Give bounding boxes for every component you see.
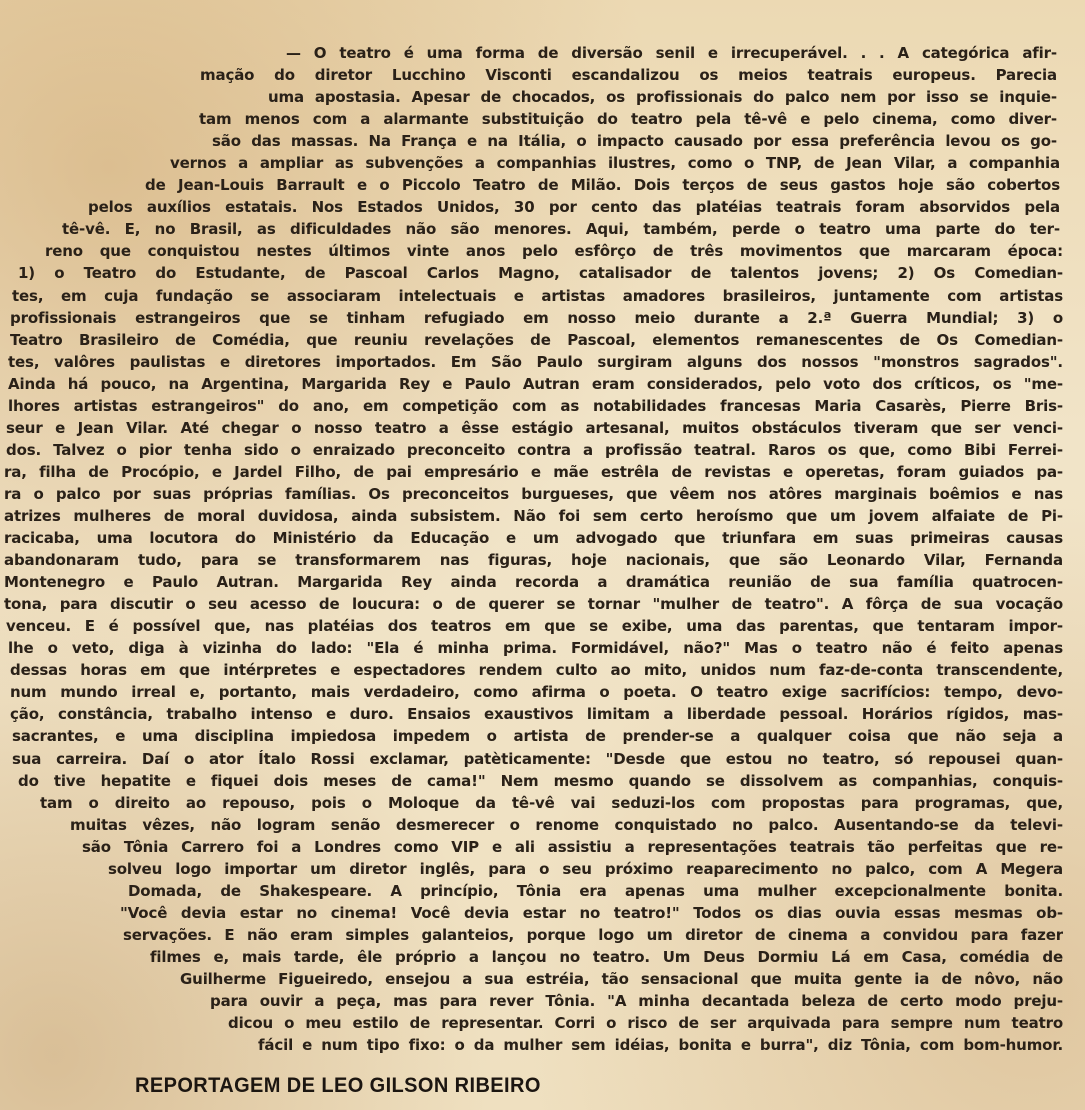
article-line: lhe o veto, diga à vizinha do lado: "Ela é minha prima. Formidável, não?" Mas o teatro não é feito apenas	[8, 639, 1063, 658]
article-line: tona, para discutir o seu acesso de loucura: o de querer se tornar "mulher de teatro". A fôrça de sua vocação	[4, 595, 1063, 614]
article-line: profissionais estrangeiros que se tinham refugiado em nosso meio durante a 2.ª Guerra Mundial; 3) o	[10, 308, 1063, 327]
article-line: Teatro Brasileiro de Comédia, que reuniu revelações de Pascoal, elementos remanescentes de Os Comedian-	[10, 330, 1063, 349]
byline: REPORTAGEM DE LEO GILSON RIBEIRO	[135, 1074, 541, 1098]
article-line: dos. Talvez o pior tenha sido o enraizado preconceito contra a profissão teatral. Raros os que, como Bibi Ferrei-	[6, 440, 1063, 459]
article-line: solveu logo importar um diretor inglês, para o seu próximo reaparecimento no palco, com A Megera	[108, 859, 1063, 878]
article-line: abandonaram tudo, para se transformarem nas figuras, hoje nacionais, que são Leonardo Vilar, Fernanda	[4, 551, 1063, 570]
article-line: vernos a ampliar as subvenções a companhias ilustres, como o TNP, de Jean Vilar, a companhia	[170, 154, 1060, 173]
article-line: venceu. E é possível que, nas platéias dos teatros em que se exibe, uma das parentas, que tentaram impor-	[6, 617, 1063, 636]
article-line: racicaba, uma locutora do Ministério da Educação e um advogado que triunfara em suas primeiras causas	[4, 529, 1063, 548]
article-line: de Jean-Louis Barrault e o Piccolo Teatro de Milão. Dois terços de seus gastos hoje são cobertos	[145, 176, 1060, 195]
article-line: Montenegro e Paulo Autran. Margarida Rey ainda recorda a dramática reunião de sua família quatrocen-	[4, 573, 1063, 592]
article-line: uma apostasia. Apesar de chocados, os profissionais do palco nem por isso se inquie-	[268, 88, 1057, 107]
article-line: — O teatro é uma forma de diversão senil e irrecuperável. . . A categórica afir-	[286, 44, 1057, 62]
article-line: "Você devia estar no cinema! Você devia estar no teatro!" Todos os dias ouvia essas mesmas ob-	[120, 903, 1063, 922]
article-line: são Tônia Carrero foi a Londres como VIP e ali assistiu a representações teatrais tão perfeitas que re-	[82, 837, 1063, 856]
article-line: ção, constância, trabalho intenso e duro. Ensaios exaustivos limitam a liberdade pessoal. Horários rígidos, mas-	[10, 705, 1063, 724]
article-line: reno que conquistou nestes últimos vinte anos pelo esfôrço de três movimentos que marcaram época:	[45, 242, 1063, 261]
article-line: filmes e, mais tarde, êle próprio a lançou no teatro. Um Deus Dormiu Lá em Casa, comédia de	[150, 947, 1063, 966]
article-line: tam menos com a alarmante substituição do teatro pela tê-vê e pelo cinema, como diver-	[199, 110, 1057, 129]
article-line: tes, em cuja fundação se associaram intelectuais e artistas amadores brasileiros, juntamente com artistas	[12, 286, 1063, 305]
article-line: atrizes mulheres de moral duvidosa, ainda subsistem. Não foi sem certo heroísmo que um jovem alfaiate de Pi-	[4, 506, 1063, 525]
article-line: do tive hepatite e fiquei dois meses de cama!" Nem mesmo quando se dissolvem as companhias, conquis-	[18, 771, 1063, 790]
article-line: fácil e num tipo fixo: o da mulher sem idéias, bonita e burra", diz Tônia, com bom-humor.	[258, 1036, 1063, 1055]
article-line: ra, filha de Procópio, e Jardel Filho, de pai empresário e mãe estrêla de revistas e operetas, foram guiados pa-	[4, 462, 1063, 481]
article-line: muitas vêzes, não logram senão desmerecer o renome conquistado no palco. Ausentando-se da televi-	[70, 815, 1063, 834]
article-line: tam o direito ao repouso, pois o Moloque da tê-vê vai seduzi-los com propostas para programas, que,	[40, 793, 1063, 812]
article-line: num mundo irreal e, portanto, mais verdadeiro, como afirma o poeta. O teatro exige sacrifícios: tempo, devo-	[10, 683, 1063, 702]
article-line: dicou o meu estilo de representar. Corri o risco de ser arquivada para sempre num teatro	[228, 1014, 1063, 1033]
article-line: seur e Jean Vilar. Até chegar o nosso teatro a êsse estágio artesanal, muitos obstáculos tiveram que ser venci-	[6, 418, 1063, 437]
article-line: sua carreira. Daí o ator Ítalo Rossi exclamar, patèticamente: "Desde que estou no teatro, só repousei quan-	[12, 749, 1063, 768]
article-line: Ainda há pouco, na Argentina, Margarida Rey e Paulo Autran eram considerados, pelo voto dos críticos, os "me-	[8, 374, 1063, 393]
article-line: mação do diretor Lucchino Visconti escandalizou os meios teatrais europeus. Parecia	[200, 66, 1057, 85]
article-line: Domada, de Shakespeare. A princípio, Tônia era apenas uma mulher excepcionalmente bonita.	[128, 881, 1063, 900]
article-line: são das massas. Na França e na Itália, o impacto causado por essa preferência levou os go-	[212, 132, 1057, 151]
article-line: 1) o Teatro do Estudante, de Pascoal Carlos Magno, catalisador de talentos jovens; 2) Os Comedian-	[18, 264, 1063, 283]
article-line: para ouvir a peça, mas para rever Tônia. "A minha decantada beleza de certo modo preju-	[210, 992, 1063, 1011]
article-line: dessas horas em que intérpretes e espectadores rendem culto ao mito, unidos num faz-de-conta transcendente,	[10, 661, 1063, 680]
article-line: Guilherme Figueiredo, ensejou a sua estréia, tão sensacional que muita gente ia de nôvo, não	[180, 969, 1063, 988]
article-line: tes, valôres paulistas e diretores importados. Em São Paulo surgiram alguns dos nossos "monstros sagrados".	[8, 352, 1063, 371]
article-line: ra o palco por suas próprias famílias. Os preconceitos burgueses, que vêem nos atôres marginais boêmios e nas	[4, 484, 1063, 503]
article-line: sacrantes, e uma disciplina impiedosa impedem o artista de prender-se a qualquer coisa que não seja a	[12, 727, 1063, 746]
article-body	[0, 42, 1085, 1056]
article-line: pelos auxílios estatais. Nos Estados Unidos, 30 por cento das platéias teatrais foram absorvidos pela	[88, 198, 1060, 217]
article-line: lhores artistas estrangeiros" do ano, em competição com as notabilidades francesas Maria Casarès, Pierre Bris-	[8, 396, 1063, 415]
article-line: tê-vê. E, no Brasil, as dificuldades não são menores. Aqui, também, perde o teatro uma parte do ter-	[62, 220, 1060, 239]
article-line: servações. E não eram simples galanteios, porque logo um diretor de cinema a convidou para fazer	[123, 925, 1063, 944]
